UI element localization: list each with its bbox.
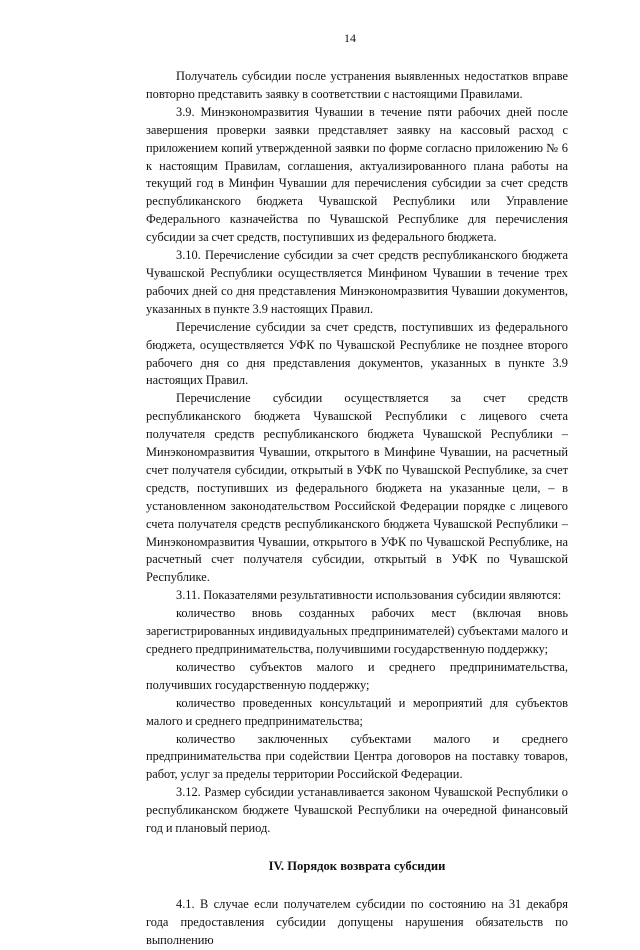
document-body xyxy=(146,68,568,950)
paragraph: количество субъектов малого и среднего предпринимательства, получивших государственную поддержку; xyxy=(146,659,568,692)
paragraph: 3.12. Размер субсидии устанавливается законом Чувашской Республики о республиканском бюджете Чувашской Республики на очередной финансовый год и плановый период. xyxy=(146,785,568,836)
paragraph: 3.9. Минэкономразвития Чувашии в течение пяти рабочих дней после завершения проверки заявки представляет заявку на кассовый расход с приложением копий утвержденной заявки по форме согласно приложению № 6 к настоящим Правилам, соглашения, актуализированного плана работы на текущий год в Минфин Чувашии для перечисления субсидии за счет средств республиканского бюджета Чувашской Республики или Управление Федерального казначейства по Чувашской Республике для перечисления субсидии за счет средств, поступивших из федерального бюджета. xyxy=(146,104,568,245)
paragraph: Получатель субсидии после устранения выявленных недостатков вправе повторно представить заявку в соответствии с настоящими Правилами. xyxy=(146,69,568,101)
paragraph: количество вновь созданных рабочих мест (включая вновь зарегистрированных индивидуальных предпринимателей) субъектами малого и среднего предпринимательства, получившими государственную поддержку; xyxy=(146,606,568,656)
section-heading: IV. Порядок возврата субсидии xyxy=(268,858,446,873)
page-number: 14 xyxy=(344,31,356,45)
paragraph: количество заключенных субъектами малого и среднего предпринимательства при содействии Центра договоров на поставку товаров, работ, услуг за пределы территории Российской Федерации. xyxy=(146,731,568,782)
paragraph: количество проведенных консультаций и мероприятий для субъектов малого и среднего предпринимательства; xyxy=(146,695,568,728)
paragraph: 4.1. В случае если получателем субсидии по состоянию на 31 декабря года предоставления субсидии допущены нарушения обязательств по выполнению xyxy=(146,896,568,947)
paragraph: Перечисление субсидии осуществляется за счет средств республиканского бюджета Чувашской Республики с лицевого счета получателя средств республиканского бюджета Чувашской Республики – Минэкономразвития Чувашии, открытого в Минфине Чувашии, на расчетный счет получателя субсидии, открытый в УФК по Чувашской Республике, за счет средств, поступивших из федерального бюджета на указанные цели, – в установленном законодательством Российской Федерации порядке с лицевого счета получателя средств республиканского бюджета Чувашской Республики – Минэкономразвития Чувашии, открытого в УФК по Чувашской Республике, на расчетный счет получателя субсидии, открытый в УФК по Чувашской Республике. xyxy=(146,391,568,585)
paragraph: 3.11. Показателями результативности использования субсидии являются: xyxy=(176,588,562,603)
paragraph: 3.10. Перечисление субсидии за счет средств республиканского бюджета Чувашской Республики осуществляется Минфином Чувашии в течение трех рабочих дней со дня представления Минэкономразвития Чувашии документов, указанных в пункте 3.9 настоящих Правил. xyxy=(146,248,568,316)
paragraph: Перечисление субсидии за счет средств, поступивших из федерального бюджета, осуществляется УФК по Чувашской Республике не позднее второго рабочего дня со дня представления документов, указанных в пункте 3.9 настоящих Правил. xyxy=(146,319,568,388)
